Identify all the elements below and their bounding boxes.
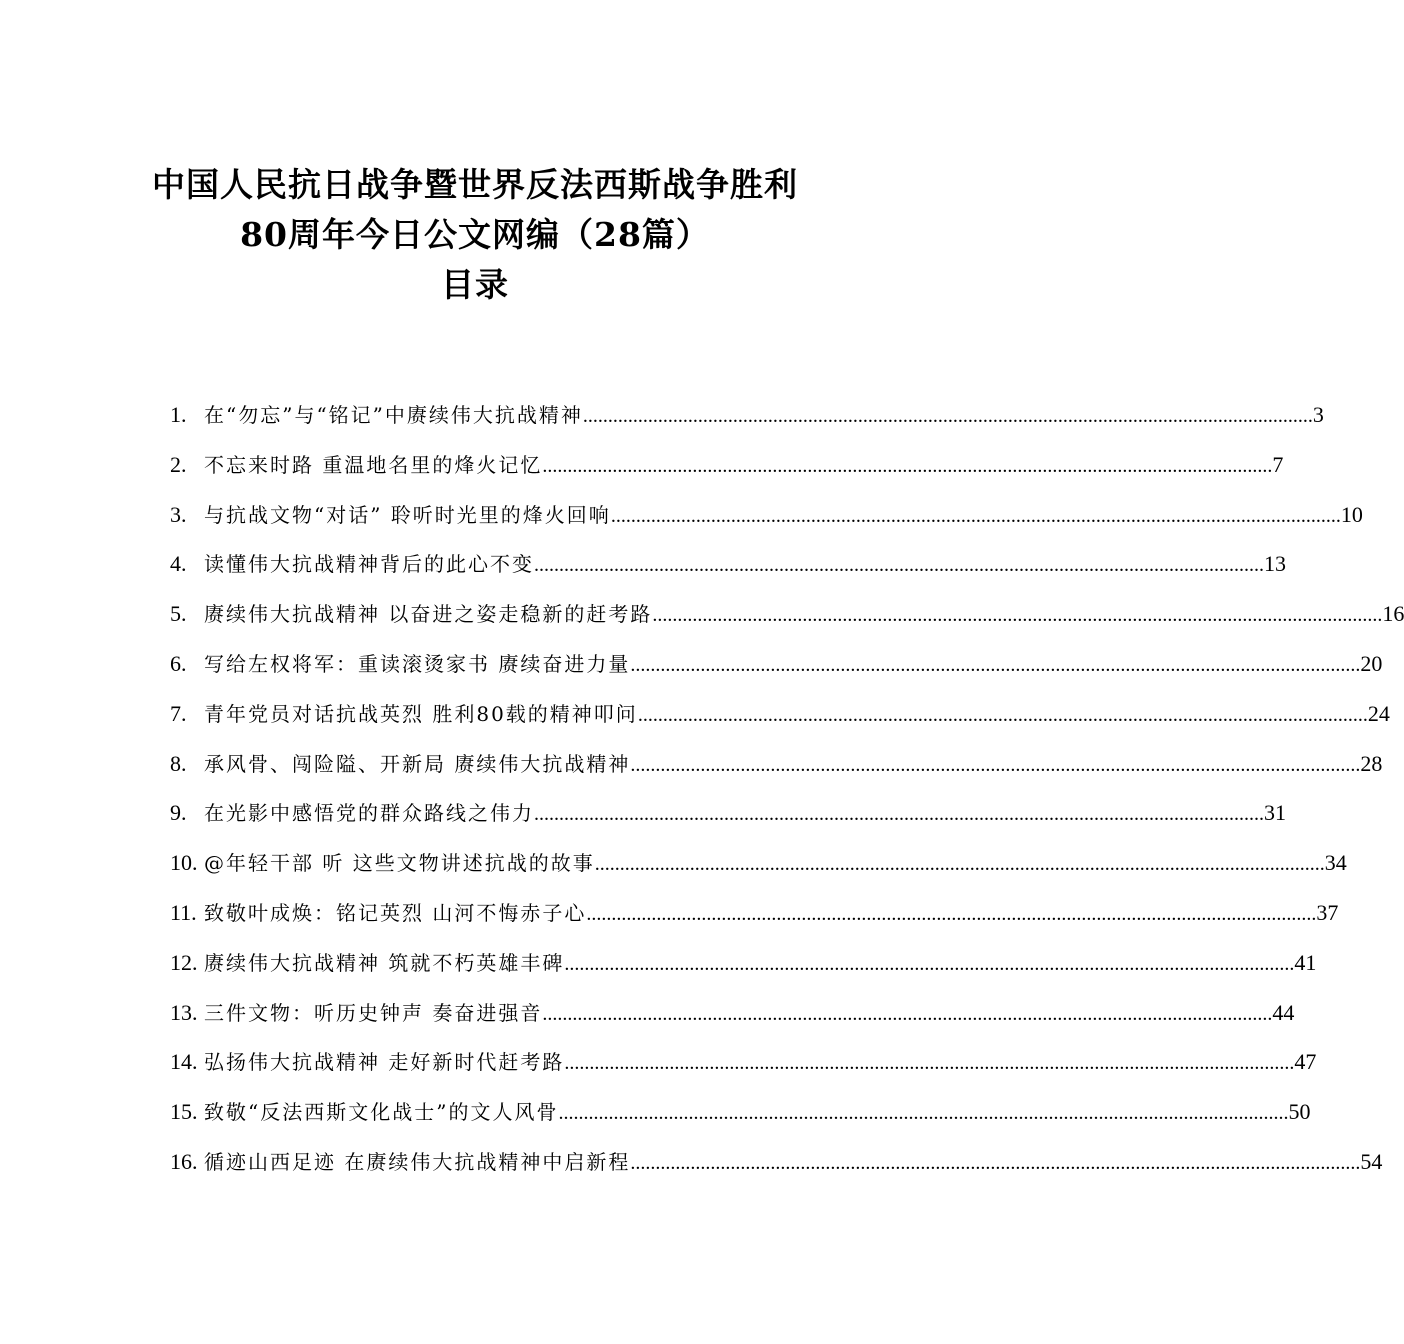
- toc-entry-number: 14.: [170, 1049, 198, 1075]
- toc-entry-number: 16.: [170, 1148, 198, 1174]
- toc-entry-title: 与抗战文物“对话” 聆听时光里的烽火回响: [204, 502, 611, 527]
- toc-entry-title: 致敬“反法西斯文化战士”的文人风骨: [204, 1100, 559, 1125]
- toc-dot-leader: [586, 890, 1316, 940]
- toc-entry-title: 写给左权将军：重读滚烫家书 赓续奋进力量: [204, 651, 631, 676]
- toc-entry-title: 弘扬伟大抗战精神 走好新时代赶考路: [204, 1050, 565, 1075]
- toc-dot-leader: [595, 840, 1325, 890]
- document-title: [0, 160, 950, 310]
- toc-entry-number: 1.: [170, 402, 187, 427]
- toc-dot-leader: [630, 641, 1360, 691]
- toc-entry-number: 12.: [170, 949, 198, 975]
- toc-entry-number: 4.: [170, 551, 187, 577]
- toc-entry-number: 5.: [170, 601, 187, 627]
- toc-entry-title: 赓续伟大抗战精神 筑就不朽英雄丰碑: [204, 950, 565, 975]
- toc-entry-page: 47: [1294, 1049, 1317, 1075]
- toc-dot-leader: [630, 741, 1360, 791]
- toc-entry-page: 34: [1324, 850, 1347, 876]
- toc-entry-page: 7: [1272, 451, 1284, 477]
- toc-dot-leader: [630, 1139, 1360, 1189]
- toc-entry-title: 在“勿忘”与“铭记”中赓续伟大抗战精神: [204, 403, 583, 427]
- toc-dot-leader: [638, 691, 1368, 741]
- toc-entry[interactable]: [170, 1137, 1383, 1187]
- toc-entry-number: 7.: [170, 700, 187, 726]
- toc-entry-page: 16: [1382, 601, 1404, 627]
- toc-entry[interactable]: [170, 1037, 1317, 1087]
- title-line-1: 中国人民抗日战争暨世界反法西斯战争胜利: [152, 165, 798, 204]
- toc-entry-title: 读懂伟大抗战精神背后的此心不变: [204, 552, 534, 577]
- toc-entry-number: 6.: [170, 650, 187, 676]
- toc-entry-page: 50: [1288, 1099, 1311, 1125]
- toc-entry-number: 10.: [170, 850, 198, 876]
- toc-entry-number: 3.: [170, 501, 187, 527]
- toc-entry[interactable]: [170, 838, 1347, 888]
- toc-entry-page: 3: [1312, 402, 1324, 427]
- toc-entry-page: 44: [1272, 999, 1295, 1025]
- table-of-contents: [170, 390, 1404, 1187]
- toc-entry[interactable]: [170, 988, 1295, 1038]
- toc-dot-leader: [611, 492, 1341, 542]
- toc-entry-number: 15.: [170, 1099, 198, 1125]
- toc-entry-title: 承风骨、闯险隘、开新局 赓续伟大抗战精神: [204, 751, 631, 776]
- toc-dot-leader: [534, 541, 1264, 591]
- toc-entry-page: 37: [1316, 899, 1339, 925]
- toc-entry-number: 9.: [170, 800, 187, 826]
- toc-entry-number: 2.: [170, 451, 187, 477]
- toc-dot-leader: [564, 940, 1294, 990]
- toc-entry-number: 8.: [170, 750, 187, 776]
- toc-entry-title: 不忘来时路 重温地名里的烽火记忆: [204, 452, 543, 477]
- toc-entry-title: 赓续伟大抗战精神 以奋进之姿走稳新的赶考路: [204, 602, 653, 627]
- toc-dot-leader: [558, 1089, 1288, 1139]
- toc-entry-title: 三件文物：听历史钟声 奏奋进强音: [204, 1000, 543, 1025]
- toc-entry-page: 24: [1367, 700, 1390, 726]
- toc-entry-page: 41: [1294, 949, 1317, 975]
- toc-entry-page: 10: [1340, 501, 1363, 527]
- toc-entry[interactable]: [170, 390, 1324, 440]
- toc-dot-leader: [652, 591, 1382, 641]
- toc-entry[interactable]: [170, 440, 1284, 490]
- toc-dot-leader: [564, 1039, 1294, 1089]
- toc-entry-number: 11.: [170, 899, 197, 925]
- toc-entry-title: 致敬叶成焕：铭记英烈 山河不悔赤子心: [204, 900, 587, 925]
- toc-entry-title: 在光影中感悟党的群众路线之伟力: [204, 801, 534, 826]
- toc-entry-page: 54: [1360, 1148, 1383, 1174]
- toc-entry[interactable]: [170, 938, 1317, 988]
- toc-entry[interactable]: [170, 639, 1383, 689]
- toc-entry[interactable]: [170, 689, 1390, 739]
- toc-entry[interactable]: [170, 788, 1286, 838]
- toc-entry[interactable]: [170, 739, 1383, 789]
- toc-entry-title: @年轻干部 听 这些文物讲述抗战的故事: [204, 851, 595, 876]
- toc-dot-leader: [583, 392, 1313, 442]
- toc-entry-number: 13.: [170, 999, 198, 1025]
- toc-entry-page: 31: [1264, 800, 1286, 826]
- toc-heading: 目录: [441, 265, 509, 304]
- title-line-2: 80周年今日公文网编（28篇）: [240, 215, 710, 254]
- toc-entry-page: 13: [1264, 551, 1286, 577]
- toc-entry[interactable]: [170, 1087, 1311, 1137]
- toc-entry-page: 20: [1360, 650, 1383, 676]
- toc-entry[interactable]: [170, 539, 1286, 589]
- toc-dot-leader: [542, 990, 1272, 1040]
- toc-entry[interactable]: [170, 490, 1363, 540]
- toc-entry-page: 28: [1360, 750, 1383, 776]
- toc-dot-leader: [542, 442, 1272, 492]
- toc-entry-title: 青年党员对话抗战英烈 胜利80载的精神叩问: [204, 701, 638, 726]
- toc-entry[interactable]: [170, 888, 1339, 938]
- toc-entry-title: 循迹山西足迹 在赓续伟大抗战精神中启新程: [204, 1149, 631, 1174]
- toc-entry[interactable]: [170, 589, 1404, 639]
- toc-dot-leader: [534, 790, 1264, 840]
